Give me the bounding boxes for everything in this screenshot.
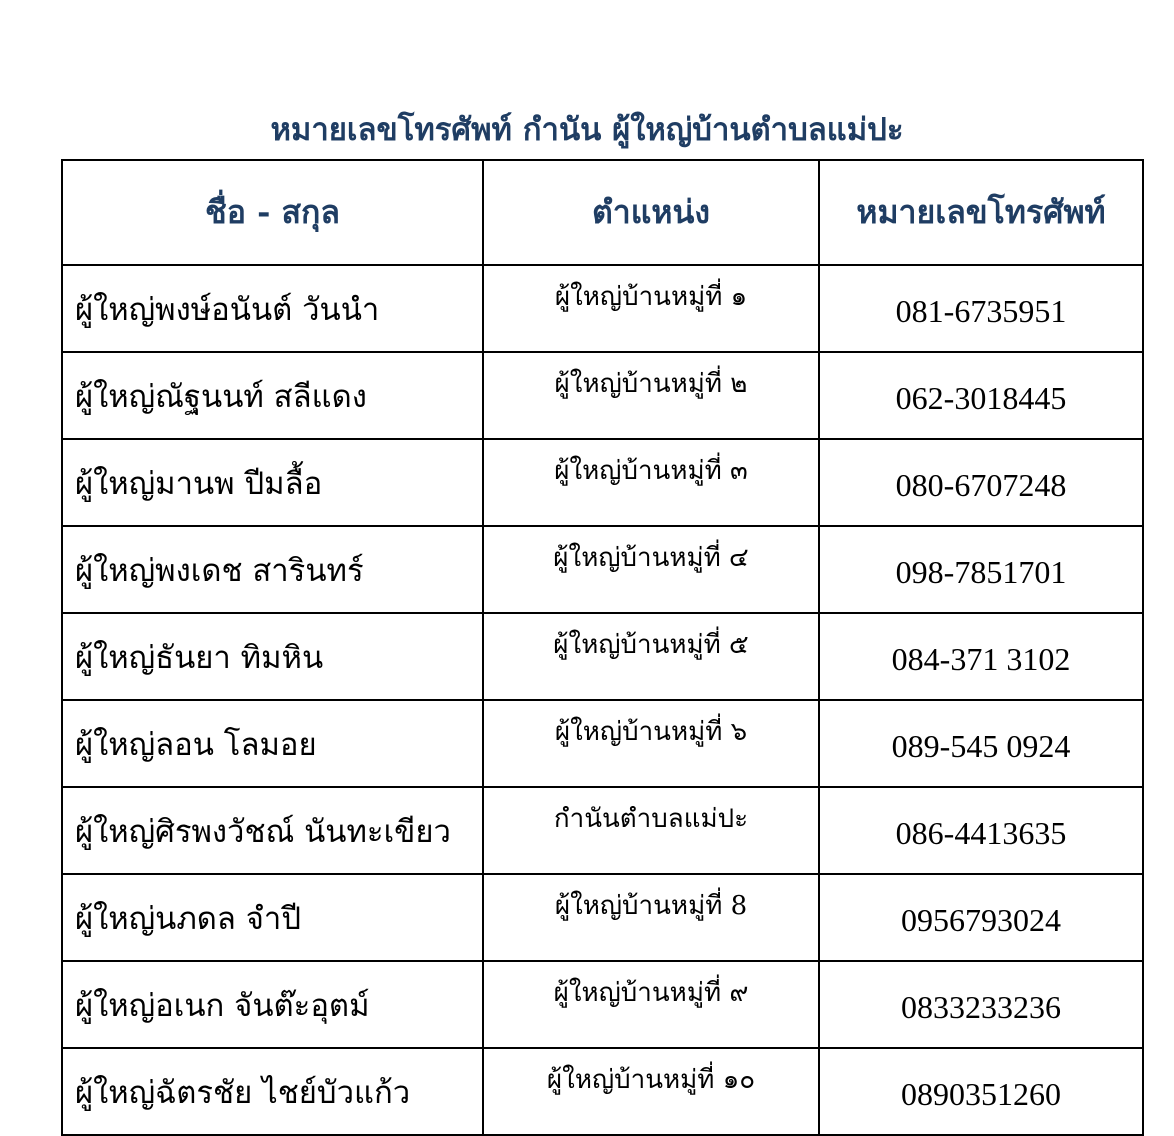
- table-row: [62, 439, 1143, 526]
- table-row: [62, 526, 1143, 613]
- phone-cell: 086-4413635: [819, 787, 1143, 874]
- page-title: หมายเลขโทรศัพท์ กำนัน ผู้ใหญ่บ้านตำบลแม่ปะ: [270, 112, 904, 148]
- phone-cell: 0956793024: [819, 874, 1143, 961]
- position-cell: ผู้ใหญ่บ้านหมู่ที่ 8: [483, 874, 819, 961]
- table-row: [62, 613, 1143, 700]
- column-header-position: ตำแหน่ง: [483, 160, 819, 265]
- name-cell: ผู้ใหญ่พงษ์อนันต์ วันนำ: [62, 265, 483, 352]
- position-cell: ผู้ใหญ่บ้านหมู่ที่ ๒: [483, 352, 819, 439]
- table-header-row: [62, 160, 1143, 265]
- table-row: [62, 787, 1143, 874]
- phone-cell: 0890351260: [819, 1048, 1143, 1135]
- table-row: [62, 352, 1143, 439]
- name-cell: ผู้ใหญ่ณัฐนนท์ สลีแดง: [62, 352, 483, 439]
- column-header-phone: หมายเลขโทรศัพท์: [819, 160, 1143, 265]
- name-cell: ผู้ใหญ่ศิรพงวัชณ์ นันทะเขียว: [62, 787, 483, 874]
- position-cell: ผู้ใหญ่บ้านหมู่ที่ ๑: [483, 265, 819, 352]
- name-cell: ผู้ใหญ่อเนก จันต๊ะอุตม์: [62, 961, 483, 1048]
- table-row: [62, 874, 1143, 961]
- name-cell: ผู้ใหญ่นภดล จำปี: [62, 874, 483, 961]
- phone-cell: 0833233236: [819, 961, 1143, 1048]
- phone-cell: 084-371 3102: [819, 613, 1143, 700]
- phone-cell: 062-3018445: [819, 352, 1143, 439]
- name-cell: ผู้ใหญ่ธันยา ทิมหิน: [62, 613, 483, 700]
- phone-directory-table: [61, 159, 1144, 1136]
- phone-cell: 081-6735951: [819, 265, 1143, 352]
- name-cell: ผู้ใหญ่พงเดช สารินทร์: [62, 526, 483, 613]
- table-row: [62, 700, 1143, 787]
- column-header-name: ชื่อ - สกุล: [62, 160, 483, 265]
- table-row: [62, 265, 1143, 352]
- phone-cell: 080-6707248: [819, 439, 1143, 526]
- name-cell: ผู้ใหญ่ฉัตรชัย ไชย์บัวแก้ว: [62, 1048, 483, 1135]
- phone-cell: 098-7851701: [819, 526, 1143, 613]
- table-row: [62, 961, 1143, 1048]
- name-cell: ผู้ใหญ่มานพ ปีมลื้อ: [62, 439, 483, 526]
- position-cell: ผู้ใหญ่บ้านหมู่ที่ ๕: [483, 613, 819, 700]
- position-cell: ผู้ใหญ่บ้านหมู่ที่ ๓: [483, 439, 819, 526]
- position-cell: ผู้ใหญ่บ้านหมู่ที่ ๖: [483, 700, 819, 787]
- position-cell: กำนันตำบลแม่ปะ: [483, 787, 819, 874]
- position-cell: ผู้ใหญ่บ้านหมู่ที่ ๑๐: [483, 1048, 819, 1135]
- table-row: [62, 1048, 1143, 1135]
- position-cell: ผู้ใหญ่บ้านหมู่ที่ ๙: [483, 961, 819, 1048]
- position-cell: ผู้ใหญ่บ้านหมู่ที่ ๔: [483, 526, 819, 613]
- name-cell: ผู้ใหญ่ลอน โลมอย: [62, 700, 483, 787]
- phone-cell: 089-545 0924: [819, 700, 1143, 787]
